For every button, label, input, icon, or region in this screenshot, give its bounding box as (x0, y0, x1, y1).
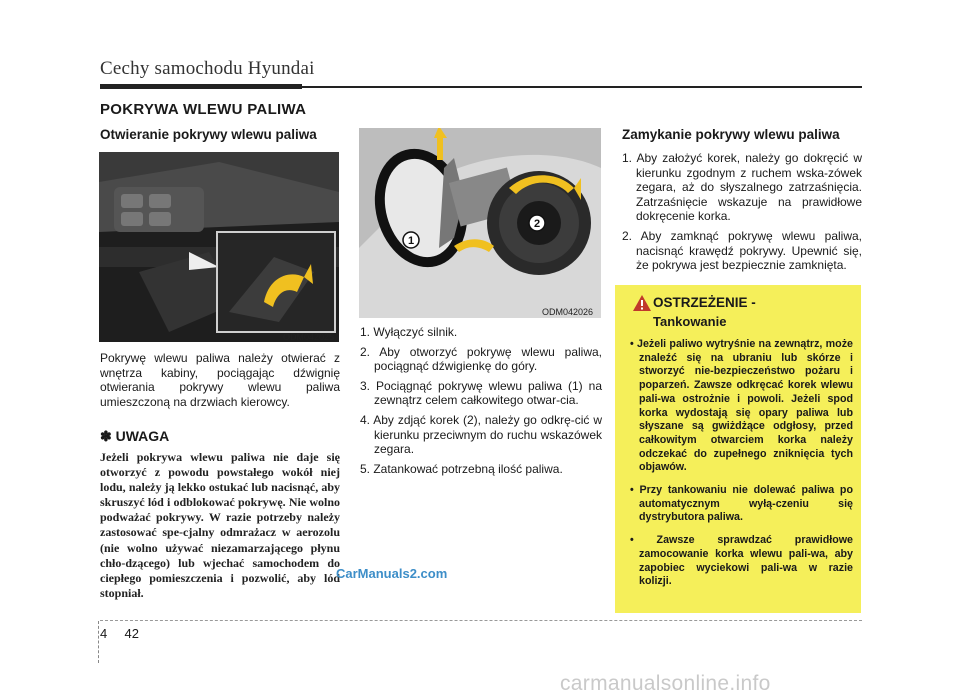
closing-steps (622, 151, 862, 278)
fuel-door-illustration (359, 128, 601, 318)
door-lever-photo (99, 152, 339, 342)
door-lever-illustration (99, 152, 339, 342)
note-heading: ✽ UWAGA (100, 428, 170, 444)
opening-paragraph: Pokrywę wlewu paliwa należy otwierać z wnętrza kabiny, pociągając dźwignię otwierania pokrywy wlewu paliwa umieszczoną na drzwiach kierowcy. (100, 351, 340, 409)
fuel-door-photo (359, 128, 601, 318)
warning-title: OSTRZEŻENIE - (653, 295, 756, 310)
warning-item: • Przy tankowaniu nie dolewać paliwa po automatycznym wyłą-czeniu się dystrybutora paliwa. (630, 484, 853, 524)
step-item: 3. Pociągnąć pokrywę wlewu paliwa (1) na zewnątrz celem całkowitego otwar-cia. (360, 378, 602, 408)
opening-steps (360, 325, 602, 481)
footer-rule (100, 620, 862, 621)
warning-box (615, 285, 861, 613)
callout-2: 2 (533, 218, 541, 230)
step-item: 2. Aby otworzyć pokrywę wlewu paliwa, pociągnąć dźwigienkę do góry. (360, 344, 602, 374)
image-code-1: ODM042025 (283, 332, 335, 342)
watermark-text: CarManuals2.com (336, 566, 448, 581)
opening-heading: Otwieranie pokrywy wlewu paliwa (100, 127, 317, 142)
image-code-2: ODM042026 (542, 307, 594, 317)
header-title: Cechy samochodu Hyundai (100, 58, 315, 79)
page-number (100, 626, 139, 641)
warning-triangle-icon (633, 295, 651, 311)
header-rule-thin (302, 86, 862, 88)
closing-heading: Zamykanie pokrywy wlewu paliwa (622, 127, 840, 142)
warning-subtitle: Tankowanie (653, 314, 727, 329)
page-number-value: 42 (124, 626, 139, 641)
step-item: 4. Aby zdjąć korek (2), należy go odkrę-cić w kierunku przeciwnym do ruchu wskazówek zegara. (360, 412, 602, 457)
callout-1: 1 (407, 235, 415, 247)
step-item: 5. Zatankować potrzebną ilość paliwa. (360, 461, 563, 476)
chapter-number: 4 (100, 626, 108, 641)
warning-item: • Zawsze sprawdzać prawidłowe zamocowanie korka wlewu pali-wa, aby zapobiec wyciekowi pali-wa w razie kolizji. (630, 534, 853, 588)
step-item: 1. Wyłączyć silnik. (360, 325, 458, 339)
note-text: Jeżeli pokrywa wlewu paliwa nie daje się otworzyć z powodu powstałego wokół niej lodu, należy ją lekko ostukać lub nacisnąć, aby skruszyć lód i odblokować pokrywę. Nie wolno podważać pokrywy. W razie potrzeby należy zastosować spe-cjalny odmrażacz w aerozolu (nie wolno używać niezamarzającego płynu chło-dzącego) lub wjechać samochodem do ciepłego pomieszczenia i pozwolić, aby lód stopniał. (100, 450, 340, 600)
step-item: 2. Aby zamknąć pokrywę wlewu paliwa, nacisnąć krawędź pokrywy. Upewnić się, że pokrywa jest bezpiecznie zamknięta. (622, 228, 862, 273)
section-title: POKRYWA WLEWU PALIWA (100, 101, 307, 118)
warning-item: • Jeżeli paliwo wytryśnie na zewnątrz, może znaleźć się na ubraniu lub skórze i stworzyć nie-bezpieczeństwo pożaru i poparzeń. Zawsze odkręcać korek wlewu pali-wa ostrożnie i powoli. Jeżeli spod korka wydostają się opary paliwa lub słyszane są gwiżdżące odgłosy, przed całkowitym otwarciem korka należy odczekać do zupełnego zniknięcia tych objawów. (630, 338, 853, 474)
site-watermark: carmanualsonline.info (560, 672, 771, 695)
warning-list (625, 338, 853, 598)
step-item: 1. Aby założyć korek, należy go dokręcić w kierunku zgodnym z ruchem wska-zówek zegara, aż do słyszalnego zatrzaśnięcia. Zatrzaśnięcie wskazuje na prawidłowe dokręcenie korka. (622, 151, 862, 224)
header-rule (100, 84, 302, 89)
page-number-divider (98, 621, 99, 663)
